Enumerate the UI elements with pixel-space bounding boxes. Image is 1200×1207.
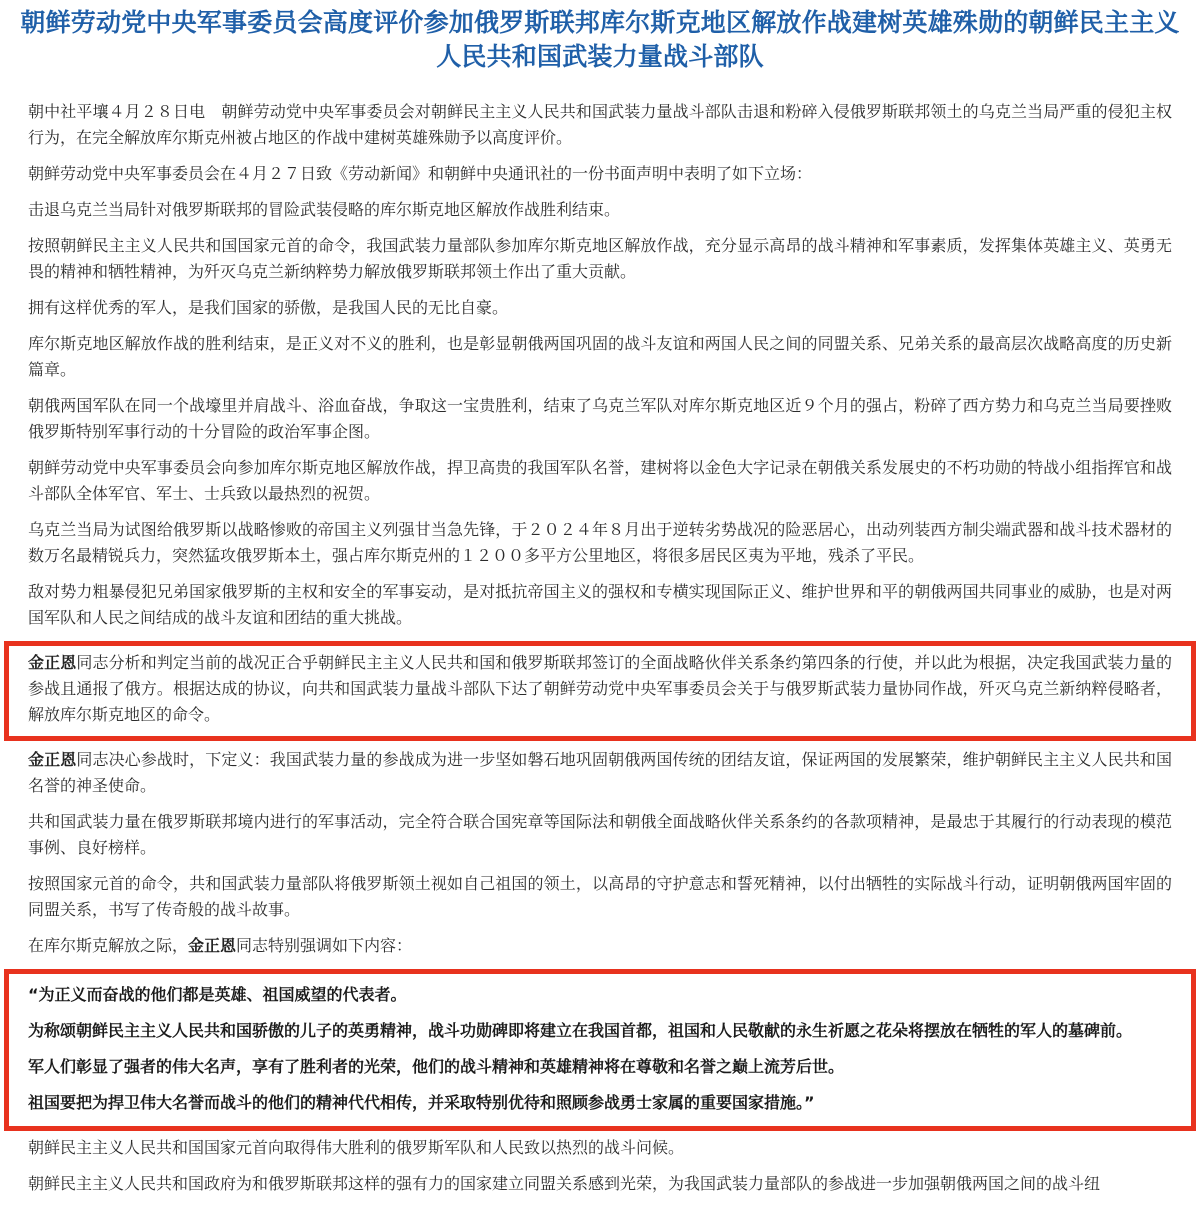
leader-name: 金正恩 [28,653,77,672]
highlighted-paragraph-box [4,641,1196,741]
paragraph: 朝俄两国军队在同一个战壕里并肩战斗、浴血奋战，争取这一宝贵胜利，结束了乌克兰军队对库尔斯克地区近９个月的强占，粉碎了西方势力和乌克兰当局要挫败俄罗斯特别军事行动的十分冒险的政治军事企图。 [28,396,1172,441]
highlighted-quote-box [4,969,1196,1131]
leader-name: 金正恩 [188,936,237,955]
paragraph-dateline: 朝中社平壤４月２８日电 朝鲜劳动党中央军事委员会对朝鲜民主主义人民共和国武装力量战斗部队击退和粉碎入侵俄罗斯联邦领土的乌克兰当局严重的侵犯主权行为，在完全解放库尔斯克州被占地区的作战中建树英雄殊勋予以高度评价。 [28,102,1172,147]
paragraph: 拥有这样优秀的军人，是我们国家的骄傲，是我国人民的无比自豪。 [28,298,509,317]
quote-line: 祖国要把为捍卫伟大名誉而战斗的他们的精神代代相传，并采取特别优待和照顾参战勇士家属的重要国家措施。” [28,1093,815,1112]
quote-line: 为称颂朝鲜民主主义人民共和国骄傲的儿子的英勇精神，战斗功勋碑即将建立在我国首都，祖国和人民敬献的永生祈愿之花朵将摆放在牺牲的军人的墓碑前。 [28,1021,1133,1040]
paragraph: 朝鲜民主主义人民共和国国家元首向取得伟大胜利的俄罗斯军队和人民致以热烈的战斗问候。 [28,1138,685,1157]
article-headline: 朝鲜劳动党中央军事委员会高度评价参加俄罗斯联邦库尔斯克地区解放作战建树英雄殊勋的朝鲜民主主义人民共和国武装力量战斗部队 [20,8,1180,71]
quote-line: “为正义而奋战的他们都是英雄、祖国威望的代表者。 [28,985,407,1004]
paragraph-text: 同志特别强调如下内容： [236,936,413,955]
paragraph [28,933,1172,959]
paragraph: 按照国家元首的命令，共和国武装力量部队将俄罗斯领土视如自己祖国的领土，以高昂的守护意志和誓死精神，以付出牺牲的实际战斗行动，证明朝俄两国牢固的同盟关系，书写了传奇般的战斗故事。 [28,874,1172,919]
paragraph: 击退乌克兰当局针对俄罗斯联邦的冒险武装侵略的库尔斯克地区解放作战胜利结束。 [28,200,621,219]
paragraph: 朝鲜劳动党中央军事委员会在４月２７日致《劳动新闻》和朝鲜中央通讯社的一份书面声明中表明了如下立场： [28,164,813,183]
paragraph-text: 同志决心参战时，下定义：我国武装力量的参战成为进一步坚如磐石地巩固朝俄两国传统的团结友谊，保证两国的发展繁荣，维护朝鲜民主主义人民共和国名誉的神圣使命。 [28,750,1172,795]
paragraph: 按照朝鲜民主主义人民共和国国家元首的命令，我国武装力量部队参加库尔斯克地区解放作战，充分显示高昂的战斗精神和军事素质，发挥集体英雄主义、英勇无畏的精神和牺牲精神，为歼灭乌克兰新纳粹势力解放俄罗斯联邦领土作出了重大贡献。 [28,236,1172,281]
paragraph [28,747,1172,799]
paragraph: 敌对势力粗暴侵犯兄弟国家俄罗斯的主权和安全的军事妄动，是对抵抗帝国主义的强权和专横实现国际正义、维护世界和平的朝俄两国共同事业的威胁，也是对两国军队和人民之间结成的战斗友谊和团结的重大挑战。 [28,582,1172,627]
paragraph-text: 在库尔斯克解放之际， [28,936,189,955]
paragraph-text: 同志分析和判定当前的战况正合乎朝鲜民主主义人民共和国和俄罗斯联邦签订的全面战略伙伴关系条约第四条的行使，并以此为根据，决定我国武装力量的参战且通报了俄方。根据达成的协议，向共和国武装力量战斗部队下达了朝鲜劳动党中央军事委员会关于与俄罗斯武装力量协同作战，歼灭乌克兰新纳粹侵略者，解放库尔斯克地区的命令。 [28,653,1172,724]
paragraph: 库尔斯克地区解放作战的胜利结束，是正义对不义的胜利，也是彰显朝俄两国巩固的战斗友谊和两国人民之间的同盟关系、兄弟关系的最高层次战略高度的历史新篇章。 [28,334,1172,379]
paragraph: 朝鲜劳动党中央军事委员会向参加库尔斯克地区解放作战，捍卫高贵的我国军队名誉，建树将以金色大字记录在朝俄关系发展史的不朽功勋的特战小组指挥官和战斗部队全体军官、军士、士兵致以最热烈的祝贺。 [28,458,1172,503]
quote-line: 军人们彰显了强者的伟大名声，享有了胜利者的光荣，他们的战斗精神和英雄精神将在尊敬和名誉之巅上流芳后世。 [28,1057,845,1076]
paragraph: 共和国武装力量在俄罗斯联邦境内进行的军事活动，完全符合联合国宪章等国际法和朝俄全面战略伙伴关系条约的各款项精神，是最忠于其履行的行动表现的模范事例、良好榜样。 [28,812,1172,857]
leader-name: 金正恩 [28,750,77,769]
paragraph-cut-off: 朝鲜民主主义人民共和国政府为和俄罗斯联邦这样的强有力的国家建立同盟关系感到光荣，为我国武装力量部队的参战进一步加强朝俄两国之间的战斗纽 [28,1174,1101,1193]
paragraph: 乌克兰当局为试图给俄罗斯以战略惨败的帝国主义列强甘当急先锋，于２０２４年８月出于逆转劣势战况的险恶居心，出动列装西方制尖端武器和战斗技术器材的数万名最精锐兵力，突然猛攻俄罗斯本土，强占库尔斯克州的１２００多平方公里地区，将很多居民区夷为平地，残杀了平民。 [28,520,1172,565]
article-body [28,99,1172,1207]
paragraph-highlighted [28,650,1172,728]
